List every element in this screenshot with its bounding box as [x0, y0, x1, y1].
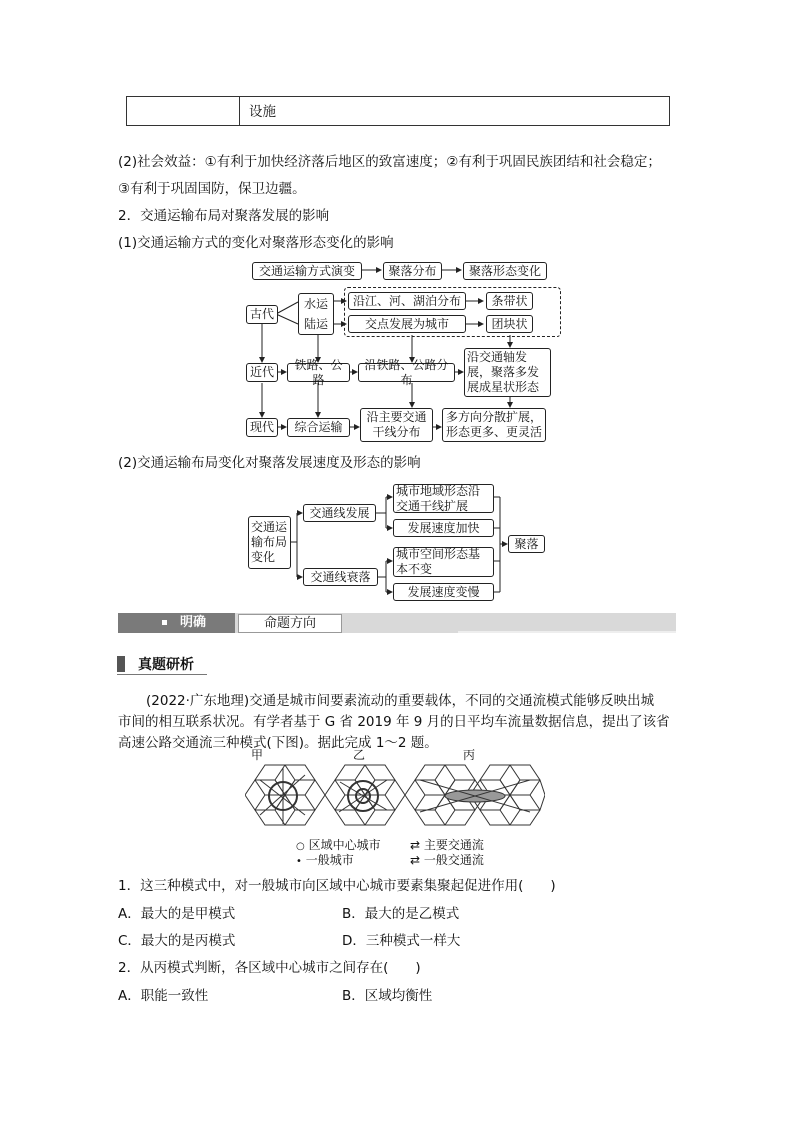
dist-main-lines: 沿主要交通干线分布 [360, 408, 433, 442]
banner-label: 明确 [180, 615, 207, 630]
section-banner [118, 613, 676, 633]
multi-direction: 多方向分散扩展，形态更多、更灵活 [442, 408, 546, 442]
research-underline [117, 674, 207, 675]
result-expand: 城市地域形态沿交通干线扩展 [393, 484, 494, 513]
legend-general-flow: ⇄ 一般交通流 [410, 853, 484, 867]
pattern-jia [245, 765, 325, 825]
section-title: 2．交通运输布局对聚落发展的影响 [118, 208, 330, 224]
line-development: 交通线发展 [303, 504, 376, 522]
banner-tab: 命题方向 [238, 614, 342, 633]
q1-option-a: A．最大的是甲模式 [118, 906, 236, 922]
result-faster: 发展速度加快 [393, 519, 494, 537]
star-shape: 沿交通轴发展，聚落多发展成星状形态 [464, 348, 551, 397]
q2-option-a: A．职能一致性 [118, 988, 209, 1004]
header-settlement-distribution: 聚落分布 [383, 262, 442, 280]
q2-option-b: B．区域均衡性 [342, 988, 433, 1004]
header-shape-change: 聚落形态变化 [463, 262, 547, 280]
legend-ordinary-city: • 一般城市 [296, 853, 354, 867]
settlement: 聚落 [508, 535, 545, 553]
rail-road: 铁路、公路 [287, 363, 350, 382]
q1-option-c: C．最大的是丙模式 [118, 933, 236, 949]
result-slower: 发展速度变慢 [393, 583, 494, 601]
line-decline: 交通线衰落 [303, 568, 378, 586]
shape-strip: 条带状 [486, 292, 533, 310]
q1-option-b: B．最大的是乙模式 [342, 906, 460, 922]
figure-label-jia: 甲 [251, 748, 264, 762]
result-unchanged: 城市空间形态基本不变 [393, 547, 494, 577]
figure-label-yi: 乙 [353, 748, 366, 762]
question-2-stem: 2．从丙模式判断，各区域中心城市之间存在( ) [118, 960, 421, 976]
legend-regional-center: ○ 区域中心城市 [296, 838, 381, 852]
table-cell: 设施 [249, 104, 276, 120]
paragraph-social-2: ③有利于巩固国防，保卫边疆。 [118, 181, 306, 197]
intro-line-1: (2022·广东地理)交通是城市间要素流动的重要载体，不同的交通流模式能够反映出城 [146, 693, 655, 709]
research-title: 真题研析 [138, 657, 194, 673]
intro-line-2: 市间的相互联系状况。有学者基于 G 省 2019 年 9 月的日平均车流量数据信息，提出了该省 [118, 714, 670, 730]
dist-along-rail: 沿铁路、公路分布 [358, 363, 455, 382]
pattern-yi [325, 765, 405, 825]
era-modern: 现代 [246, 418, 278, 437]
research-marker [117, 656, 125, 672]
era-ancient: 古代 [246, 305, 278, 324]
pattern-bing [405, 765, 545, 825]
shape-cluster: 团块状 [486, 315, 533, 333]
mode-water: 水运 [303, 296, 328, 311]
paragraph-social-1: (2)社会效益：①有利于加快经济落后地区的致富速度；②有利于巩固民族团结和社会稳定； [118, 154, 661, 170]
subsection-title-2: (2)交通运输布局变化对聚落发展速度及形态的影响 [118, 455, 421, 471]
mode-land: 陆运 [303, 316, 328, 331]
era-modern-near: 近代 [246, 363, 278, 382]
integrated-transport: 综合运输 [287, 418, 350, 437]
subsection-title-1: (1)交通运输方式的变化对聚落形态变化的影响 [118, 235, 394, 251]
traffic-pattern-figure [245, 760, 545, 840]
header-transport-evolution: 交通运输方式演变 [252, 262, 362, 280]
dist-along-rivers: 沿江、河、湖泊分布 [348, 292, 466, 310]
q1-option-d: D．三种模式一样大 [342, 933, 461, 949]
intro-line-3: 高速公路交通流三种模式(下图)。据此完成 1～2 题。 [118, 735, 438, 751]
figure-label-bing: 丙 [463, 748, 476, 762]
root-layout-change: 交通运输布局变化 [248, 516, 291, 569]
question-1-stem: 1．这三种模式中，对一般城市向区域中心城市要素集聚起促进作用( ) [118, 878, 556, 894]
dist-node-cities: 交点发展为城市 [348, 315, 466, 333]
legend-main-flow: ⇄ 主要交通流 [410, 838, 484, 852]
